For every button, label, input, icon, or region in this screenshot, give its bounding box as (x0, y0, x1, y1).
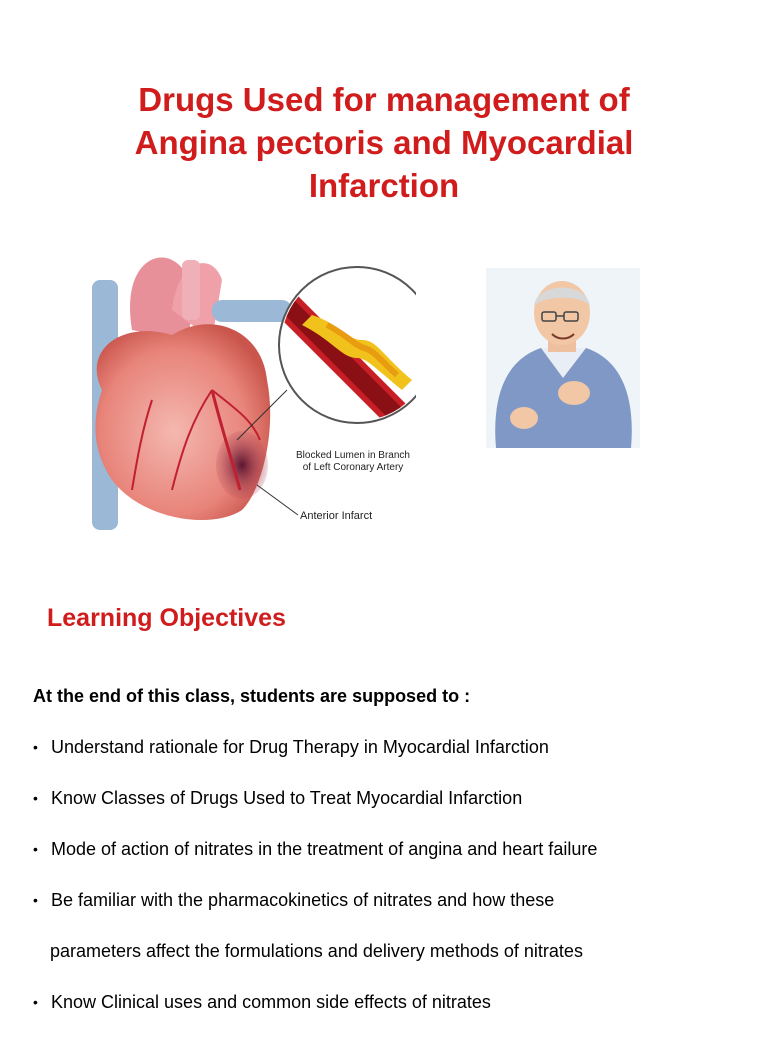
list-item (33, 990, 753, 1041)
list-item (33, 888, 753, 939)
list-item (33, 837, 753, 888)
objectives-list (33, 735, 753, 1041)
title-line-3: Infarction (308, 167, 460, 204)
objective-text: Mode of action of nitrates in the treatment of angina and heart failure (51, 839, 598, 859)
objective-text: Know Classes of Drugs Used to Treat Myocardial Infarction (51, 788, 523, 808)
list-item-continuation (33, 939, 753, 990)
bullet-icon: • (33, 790, 38, 806)
section-title: Learning Objectives (47, 604, 286, 632)
objective-text: parameters affect the formulations and delivery methods of nitrates (50, 941, 583, 961)
title-line-2: Angina pectoris and Myocardial (134, 124, 634, 161)
callout-blocked-lumen (296, 450, 410, 474)
intro-text: At the end of this class, students are supposed to : (33, 686, 471, 706)
callout-blocked-line-1: Blocked Lumen in Branch (296, 450, 410, 461)
list-item (33, 735, 753, 786)
title-line-1: Drugs Used for management of (138, 81, 630, 118)
chest-pain-illustration (486, 268, 640, 448)
objective-text: Know Clinical uses and common side effects of nitrates (51, 992, 491, 1012)
list-item (33, 786, 753, 837)
slide-title (40, 78, 728, 207)
bullet-icon: • (33, 994, 38, 1010)
callout-blocked-line-2: of Left Coronary Artery (302, 462, 404, 473)
objective-text: Understand rationale for Drug Therapy in Myocardial Infarction (51, 737, 549, 757)
heart-illustration (62, 240, 416, 540)
bullet-icon: • (33, 739, 38, 755)
bullet-icon: • (33, 841, 38, 857)
bullet-icon: • (33, 892, 38, 908)
callout-anterior-infarct: Anterior Infarct (300, 510, 373, 522)
objective-text: Be familiar with the pharmacokinetics of nitrates and how these (51, 890, 555, 910)
